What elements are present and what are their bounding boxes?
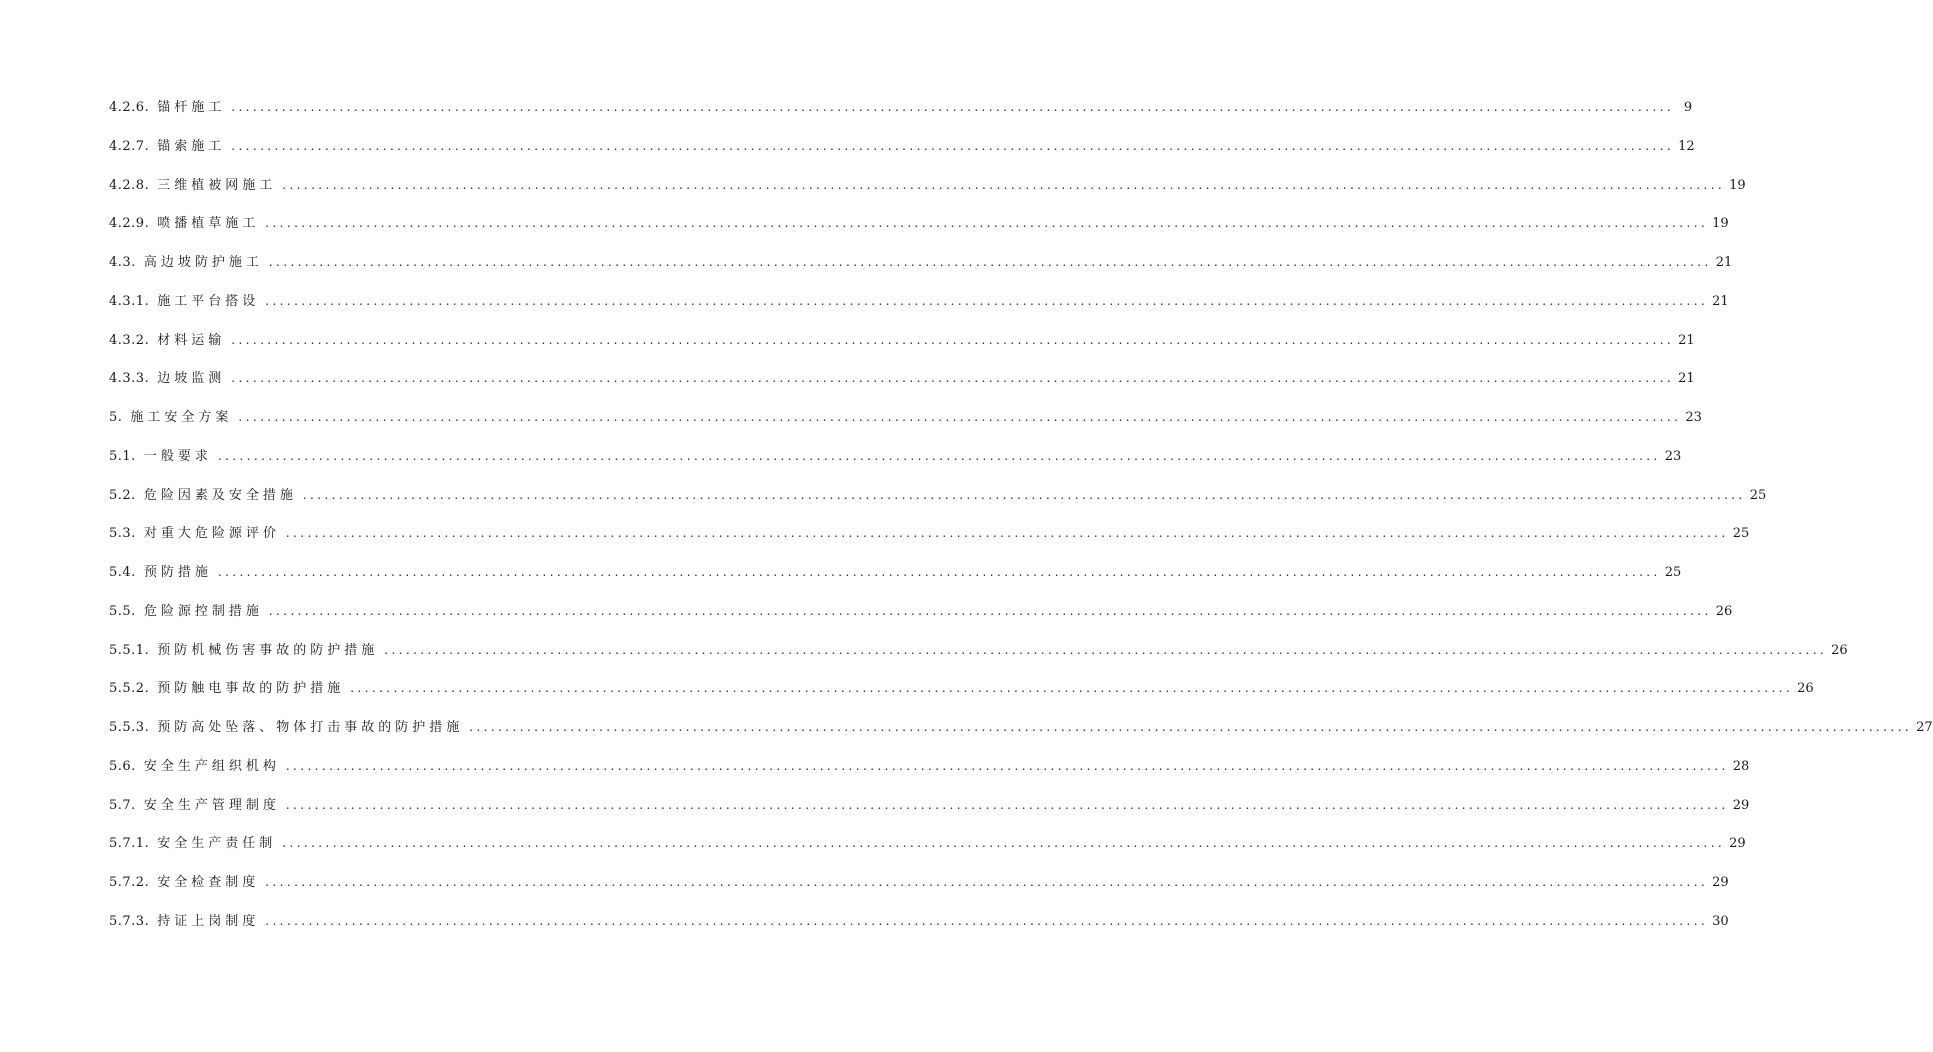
toc-entry-title: 边坡监测 — [157, 371, 226, 387]
toc-entry-page: 12 — [1678, 138, 1695, 154]
toc-entry-title: 施工安全方案 — [130, 410, 233, 425]
toc-dot-leader: ........................................................................................................................................................................................................ — [285, 758, 1729, 773]
toc-dot-leader: ........................................................................................................................................................................................................ — [231, 100, 1675, 114]
toc-dot-leader: ........................................................................................................................................................................................................ — [384, 642, 1828, 657]
toc-entry-title: 预防机械伤害事故的防护措施 — [157, 642, 379, 658]
toc-entry-number: 5.6. — [109, 758, 136, 774]
toc-dot-leader: ........................................................................................................................................................................................................ — [265, 875, 1709, 889]
toc-entry[interactable] — [109, 97, 1693, 136]
toc-entry-title: 危险源控制措施 — [143, 603, 263, 619]
toc-dot-leader: ........................................................................................................................................................................................................ — [265, 913, 1709, 928]
toc-entry-title: 持证上岗制度 — [157, 913, 260, 929]
toc-entry-number: 5. — [109, 410, 123, 425]
table-of-contents — [109, 97, 1933, 950]
toc-entry-title: 预防触电事故的防护措施 — [157, 681, 345, 697]
toc-entry[interactable] — [109, 523, 1750, 562]
toc-entry[interactable] — [109, 640, 1848, 679]
toc-entry-number: 4.3. — [109, 255, 136, 270]
toc-entry[interactable] — [109, 136, 1695, 175]
toc-entry[interactable] — [109, 911, 1729, 950]
toc-entry[interactable] — [109, 795, 1750, 834]
toc-entry[interactable] — [109, 213, 1729, 252]
toc-entry[interactable] — [109, 175, 1746, 214]
toc-entry-number: 4.3.1. — [109, 293, 150, 309]
toc-entry[interactable] — [109, 446, 1682, 485]
toc-entry-title: 安全检查制度 — [157, 875, 260, 890]
toc-entry-page: 9 — [1683, 100, 1693, 115]
toc-entry-number: 5.7. — [109, 797, 136, 813]
toc-entry-page: 30 — [1712, 913, 1729, 929]
toc-entry[interactable] — [109, 407, 1702, 446]
toc-entry-number: 4.2.8. — [109, 177, 150, 193]
toc-entry-number: 5.5.1. — [109, 642, 150, 658]
toc-dot-leader: ........................................................................................................................................................................................................ — [231, 138, 1675, 153]
toc-dot-leader: ........................................................................................................................................................................................................ — [265, 216, 1709, 231]
toc-entry-title: 锚杆施工 — [157, 100, 226, 115]
toc-entry-number: 5.2. — [109, 487, 136, 503]
toc-entry-number: 5.7.3. — [109, 913, 150, 929]
toc-entry-page: 25 — [1749, 487, 1767, 503]
toc-entry-number: 4.2.7. — [109, 138, 150, 154]
toc-entry[interactable] — [109, 562, 1682, 601]
toc-entry-number: 4.3.3. — [109, 371, 150, 387]
toc-entry-number: 5.1. — [109, 448, 136, 464]
toc-entry-page: 25 — [1732, 526, 1750, 542]
toc-entry[interactable] — [109, 872, 1729, 911]
toc-entry-page: 21 — [1715, 255, 1733, 270]
toc-entry-page: 19 — [1729, 177, 1746, 193]
toc-entry[interactable] — [109, 368, 1695, 407]
toc-dot-leader: ........................................................................................................................................................................................................ — [231, 332, 1675, 347]
toc-dot-leader: ........................................................................................................................................................................................................ — [265, 293, 1709, 308]
toc-dot-leader: ........................................................................................................................................................................................................ — [282, 836, 1726, 851]
toc-dot-leader: ........................................................................................................................................................................................................ — [302, 487, 1746, 502]
toc-entry-title: 安全生产责任制 — [157, 836, 277, 852]
toc-entry-number: 4.2.9. — [109, 216, 150, 232]
toc-entry-number: 5.5.3. — [109, 720, 150, 735]
toc-entry-page: 27 — [1916, 720, 1933, 735]
toc-entry-title: 施工平台搭设 — [157, 293, 260, 309]
toc-entry-title: 安全生产管理制度 — [143, 797, 280, 813]
toc-entry-page: 23 — [1685, 410, 1702, 425]
toc-dot-leader: ........................................................................................................................................................................................................ — [268, 255, 1712, 269]
toc-entry-number: 5.5.2. — [109, 681, 150, 697]
toc-dot-leader: ........................................................................................................................................................................................................ — [282, 177, 1726, 192]
toc-entry[interactable] — [109, 717, 1933, 756]
toc-dot-leader: ........................................................................................................................................................................................................ — [238, 410, 1682, 424]
toc-dot-leader: ........................................................................................................................................................................................................ — [231, 371, 1675, 386]
toc-entry[interactable] — [109, 756, 1750, 795]
toc-entry-title: 喷播植草施工 — [157, 216, 260, 232]
toc-entry[interactable] — [109, 601, 1733, 640]
toc-entry[interactable] — [109, 291, 1729, 330]
toc-dot-leader: ........................................................................................................................................................................................................ — [217, 565, 1661, 579]
toc-entry-number: 5.7.1. — [109, 836, 150, 852]
toc-entry[interactable] — [109, 485, 1767, 524]
toc-entry-title: 高边坡防护施工 — [143, 255, 263, 270]
toc-entry-page: 19 — [1712, 216, 1729, 232]
toc-entry[interactable] — [109, 252, 1733, 291]
toc-entry-number: 4.2.6. — [109, 100, 150, 115]
toc-entry-title: 一般要求 — [143, 448, 212, 464]
toc-entry-number: 5.4. — [109, 565, 136, 580]
toc-entry-page: 21 — [1678, 332, 1695, 348]
toc-dot-leader: ........................................................................................................................................................................................................ — [285, 526, 1729, 541]
toc-entry-title: 预防措施 — [143, 565, 212, 580]
toc-entry-page: 28 — [1732, 758, 1750, 774]
toc-dot-leader: ........................................................................................................................................................................................................ — [469, 720, 1913, 734]
toc-entry-title: 对重大危险源评价 — [143, 526, 280, 542]
toc-entry-page: 21 — [1678, 371, 1695, 387]
toc-entry-title: 锚索施工 — [157, 138, 226, 154]
toc-entry-page: 29 — [1729, 836, 1746, 852]
toc-entry-page: 29 — [1732, 797, 1750, 813]
toc-entry-number: 5.3. — [109, 526, 136, 542]
toc-entry[interactable] — [109, 833, 1746, 872]
toc-entry-page: 26 — [1715, 603, 1733, 619]
toc-entry-number: 5.7.2. — [109, 875, 150, 890]
toc-dot-leader: ........................................................................................................................................................................................................ — [268, 603, 1712, 618]
toc-entry-page: 26 — [1831, 642, 1848, 658]
toc-entry-page: 26 — [1797, 681, 1814, 697]
toc-entry-title: 三维植被网施工 — [157, 177, 277, 193]
toc-dot-leader: ........................................................................................................................................................................................................ — [217, 448, 1661, 463]
toc-entry-page: 23 — [1664, 448, 1682, 464]
toc-entry-title: 材料运输 — [157, 332, 226, 348]
toc-entry-title: 预防高处坠落、物体打击事故的防护措施 — [157, 720, 464, 735]
toc-entry-page: 25 — [1664, 565, 1682, 580]
toc-entry-title: 安全生产组织机构 — [143, 758, 280, 774]
toc-entry-number: 5.5. — [109, 603, 136, 619]
toc-entry[interactable] — [109, 330, 1695, 369]
toc-dot-leader: ........................................................................................................................................................................................................ — [350, 681, 1794, 696]
toc-entry-page: 21 — [1712, 293, 1729, 309]
toc-entry-number: 4.3.2. — [109, 332, 150, 348]
toc-entry-page: 29 — [1712, 875, 1729, 890]
toc-entry[interactable] — [109, 678, 1814, 717]
toc-entry-title: 危险因素及安全措施 — [143, 487, 297, 503]
toc-dot-leader: ........................................................................................................................................................................................................ — [285, 797, 1729, 812]
